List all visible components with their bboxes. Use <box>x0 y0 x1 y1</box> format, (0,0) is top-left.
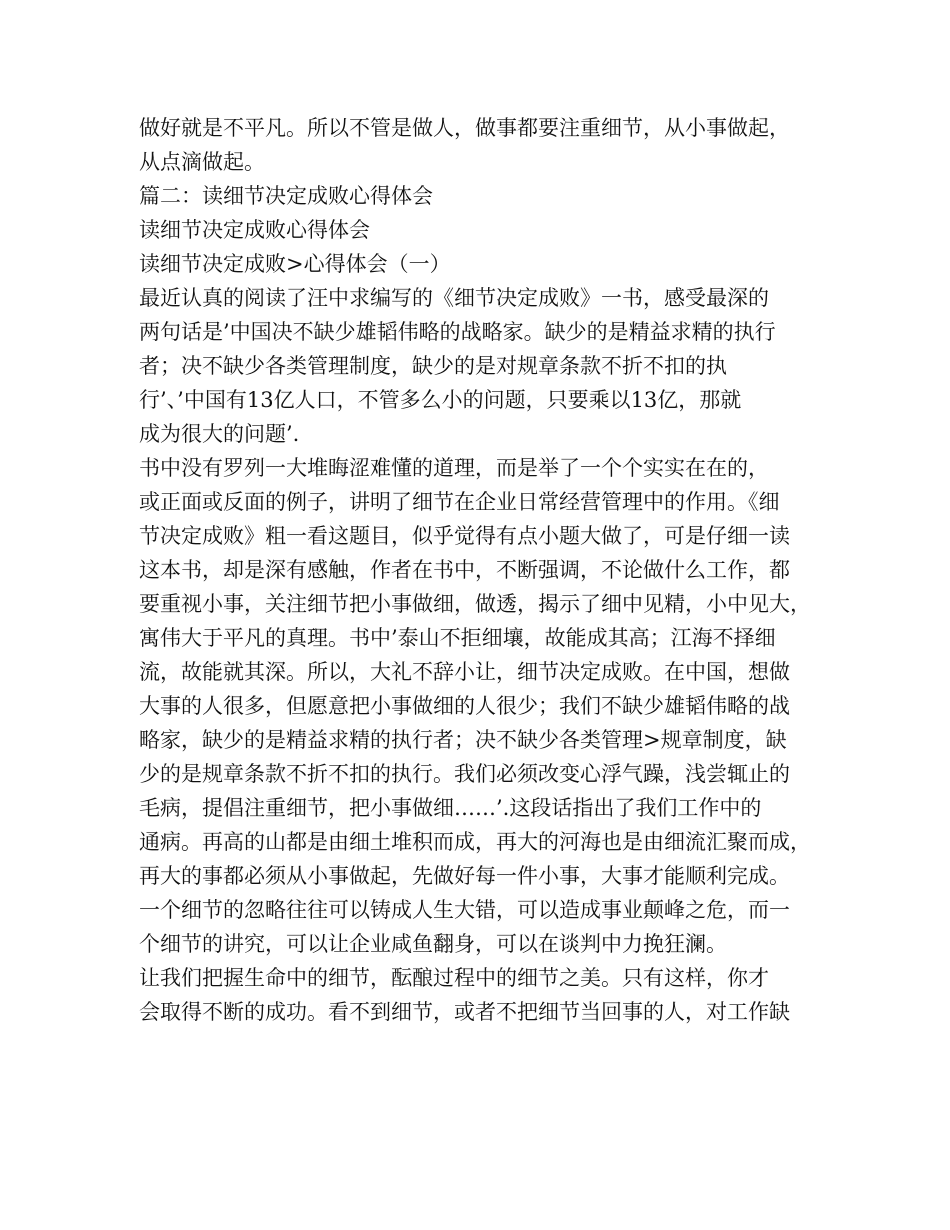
text-line: 个细节的讲究，可以让企业咸鱼翻身，可以在谈判中力挽狂澜。 <box>139 932 727 956</box>
article-subtitle: 读细节决定成败>心得体会（一） <box>139 252 451 276</box>
text-line: 最近认真的阅读了汪中求编写的《细节决定成败》一书，感受最深的 <box>139 286 769 310</box>
text-line: 或正面或反面的例子，讲明了细节在企业日常经营管理中的作用。《细 <box>139 490 780 514</box>
section-heading: 篇二：读细节决定成败心得体会 <box>139 184 433 208</box>
text-line: 再大的事都必须从小事做起，先做好每一件小事，大事才能顺利完成。 <box>139 864 790 888</box>
text-line: 成为很大的问题’. <box>139 422 300 446</box>
text-line: 通病。再高的山都是由细土堆积而成，再大的河海也是由细流汇聚而成， <box>139 830 811 854</box>
text-line: 流，故能就其深。所以，大礼不辞小让，细节决定成败。在中国，想做 <box>139 660 790 684</box>
text-line: 让我们把握生命中的细节，酝酿过程中的细节之美。只有这样，你才 <box>139 966 769 990</box>
article-title: 读细节决定成败心得体会 <box>139 218 370 242</box>
text-line: 大事的人很多，但愿意把小事做细的人很少；我们不缺少雄韬伟略的战 <box>139 694 790 718</box>
document-body <box>139 111 829 1029</box>
text-line: 这本书，却是深有感触，作者在书中，不断强调，不论做什么工作，都 <box>139 558 790 582</box>
text-line: 要重视小事，关注细节把小事做细，做透，揭示了细中见精，小中见大， <box>139 592 811 616</box>
text-line: 书中没有罗列一大堆晦涩难懂的道理，而是举了一个个实实在在的， <box>139 456 769 480</box>
text-line: 从点滴做起。 <box>139 150 265 174</box>
text-line: 寓伟大于平凡的真理。书中’泰山不拒细壤，故能成其高；江海不择细 <box>139 626 776 650</box>
text-line: 者；决不缺少各类管理制度，缺少的是对规章条款不折不扣的执 <box>139 354 727 378</box>
text-line: 一个细节的忽略往往可以铸成人生大错，可以造成事业颠峰之危，而一 <box>139 898 790 922</box>
text-line: 节决定成败》粗一看这题目，似乎觉得有点小题大做了，可是仔细一读 <box>139 524 790 548</box>
text-line: 略家，缺少的是精益求精的执行者；决不缺少各类管理>规章制度，缺 <box>139 728 787 752</box>
text-line: 行’、’中国有13亿人口，不管多么小的问题，只要乘以13亿，那就 <box>139 388 742 412</box>
text-line: 会取得不断的成功。看不到细节，或者不把细节当回事的人，对工作缺 <box>139 1000 790 1024</box>
text-line: 毛病，提倡注重细节，把小事做细……’.这段话指出了我们工作中的 <box>139 796 762 820</box>
text-line: 两句话是’中国决不缺少雄韬伟略的战略家。缺少的是精益求精的执行 <box>139 320 776 344</box>
text-line: 少的是规章条款不折不扣的执行。我们必须改变心浮气躁，浅尝辄止的 <box>139 762 790 786</box>
text-line: 做好就是不平凡。所以不管是做人，做事都要注重细节，从小事做起， <box>139 116 790 140</box>
